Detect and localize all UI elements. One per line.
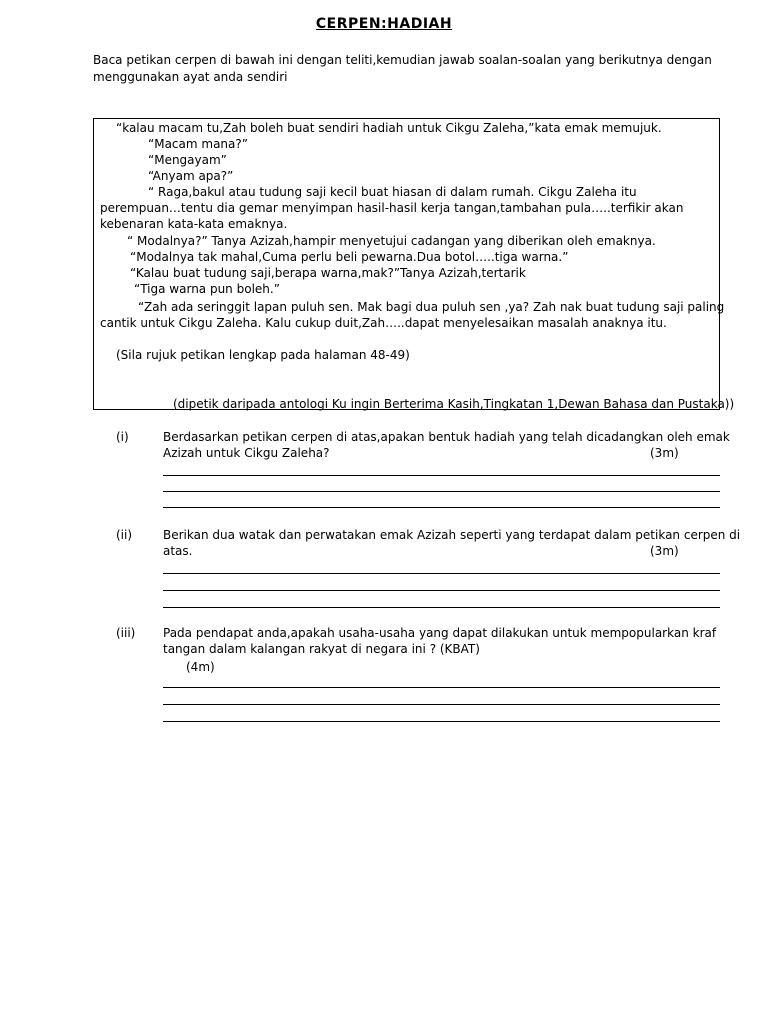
question-marks: (3m) [650,446,679,460]
passage-line: “ Raga,bakul atau tudung saji kecil buat hiasan di dalam rumah. Cikgu Zaleha itu [148,185,637,199]
page-title: CERPEN:HADIAH [315,16,453,32]
passage-line: “Mengayam” [148,153,227,167]
question-number: (iii) [116,626,136,640]
answer-line[interactable] [163,607,720,608]
passage-line: “Modalnya tak mahal,Cuma perlu beli pewarna.Dua botol…..tiga warna.” [130,250,569,264]
question-text: Berdasarkan petikan cerpen di atas,apakan bentuk hadiah yang telah dicadangkan oleh emak [163,430,730,444]
answer-line[interactable] [163,475,720,476]
question-text: atas. [163,544,193,558]
answer-line[interactable] [163,721,720,722]
passage-line: perempuan…tentu dia gemar menyimpan hasil-hasil kerja tangan,tambahan pula…..terfikir akan [100,201,684,215]
answer-line[interactable] [163,590,720,591]
passage-line: kebenaran kata-kata emaknya. [100,217,288,231]
passage-line: “kalau macam tu,Zah boleh buat sendiri hadiah untuk Cikgu Zaleha,”kata emak memujuk. [116,121,662,135]
passage-box [93,118,735,411]
answer-line[interactable] [163,704,720,705]
passage-line: “Macam mana?” [148,137,248,151]
question-text: Berikan dua watak dan perwatakan emak Azizah seperti yang terdapat dalam petikan cerpen di [163,528,741,542]
answer-line[interactable] [163,507,720,508]
question-text: Azizah untuk Cikgu Zaleha? [163,446,330,460]
answer-line[interactable] [163,491,720,492]
passage-source: (dipetik daripada antologi Ku ingin Berterima Kasih,Tingkatan 1,Dewan Bahasa dan Pustaka)) [173,397,735,411]
answer-line[interactable] [163,573,720,574]
question-number: (i) [116,430,129,444]
question-marks: (3m) [650,544,679,558]
question-number: (ii) [116,528,133,542]
passage-line: cantik untuk Cikgu Zaleha. Kalu cukup duit,Zah…..dapat menyelesaikan masalah anaknya itu. [100,316,667,330]
question-marks: (4m) [186,660,215,674]
passage-line: “Tiga warna pun boleh.” [134,282,280,296]
answer-line[interactable] [163,687,720,688]
passage-line: “ Modalnya?” Tanya Azizah,hampir menyetujui cadangan yang diberikan oleh emaknya. [127,234,656,248]
passage-reference: (Sila rujuk petikan lengkap pada halaman 48-49) [116,348,410,362]
passage-line: “Zah ada seringgit lapan puluh sen. Mak bagi dua puluh sen ,ya? Zah nak buat tudung saji paling [138,300,725,314]
passage-line: “Anyam apa?” [148,169,234,183]
question-text: tangan dalam kalangan rakyat di negara ini ? (KBAT) [163,642,480,656]
passage-line: “Kalau buat tudung saji,berapa warna,mak?”Tanya Azizah,tertarik [130,266,526,280]
instruction-text: Baca petikan cerpen di bawah ini dengan teliti,kemudian jawab soalan-soalan yang berikutnya dengan menggunakan ayat anda sendiri [93,53,712,84]
question-text: Pada pendapat anda,apakah usaha-usaha yang dapat dilakukan untuk mempopularkan kraf [163,626,717,640]
